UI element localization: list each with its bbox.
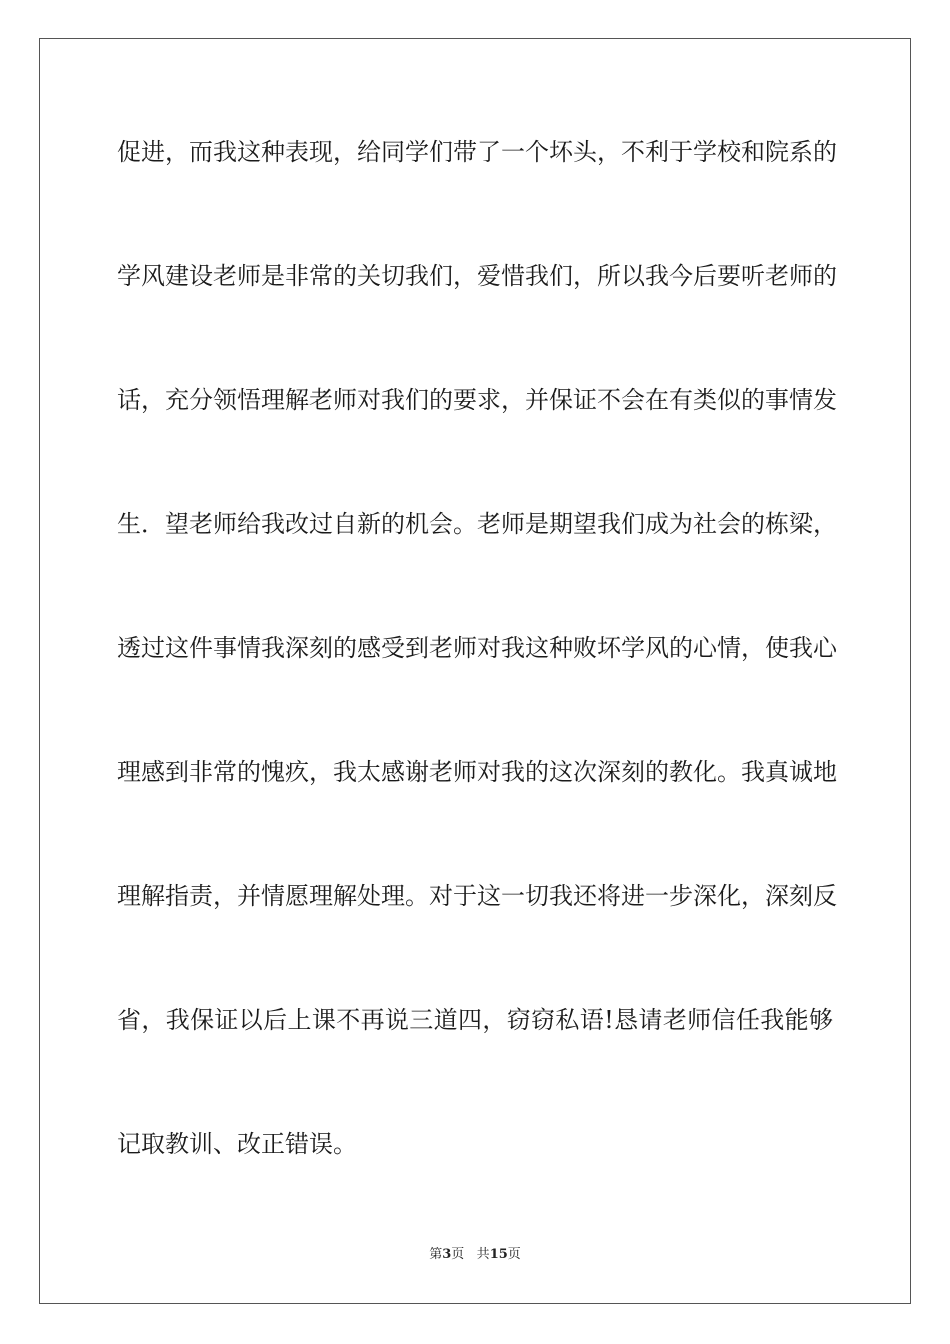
body-line-6: 理感到非常的愧疚，我太感谢老师对我的这次深刻的教化。我真诚地 [117, 758, 837, 786]
body-line-5: 透过这件事情我深刻的感受到老师对我这种败坏学风的心情，使我心 [117, 634, 837, 662]
body-line-3: 话，充分领悟理解老师对我们的要求，并保证不会在有类似的事情发 [117, 386, 837, 414]
total-suffix: 页 [507, 1247, 521, 1262]
body-line-8: 省，我保证以后上课不再说三道四，窃窃私语!恳请老师信任我能够 [117, 1006, 833, 1034]
page-number: 3 [442, 1247, 452, 1262]
total-prefix: 共 [476, 1247, 490, 1262]
body-line-4: 生．望老师给我改过自新的机会。老师是期望我们成为社会的栋梁， [117, 510, 837, 538]
body-line-2: 学风建设老师是非常的关切我们，爱惜我们，所以我今后要听老师的 [117, 262, 837, 290]
document-body [117, 124, 837, 1240]
body-line-7: 理解指责，并情愿理解处理。对于这一切我还将进一步深化，深刻反 [117, 882, 837, 910]
body-line-1: 促进，而我这种表现，给同学们带了一个坏头，不利于学校和院系的 [117, 138, 837, 166]
body-line-9: 记取教训、改正错误。 [117, 1130, 357, 1158]
page-suffix: 页 [451, 1247, 465, 1262]
total-pages: 15 [489, 1247, 508, 1262]
page-footer [0, 1246, 950, 1264]
page-prefix: 第 [429, 1247, 443, 1262]
